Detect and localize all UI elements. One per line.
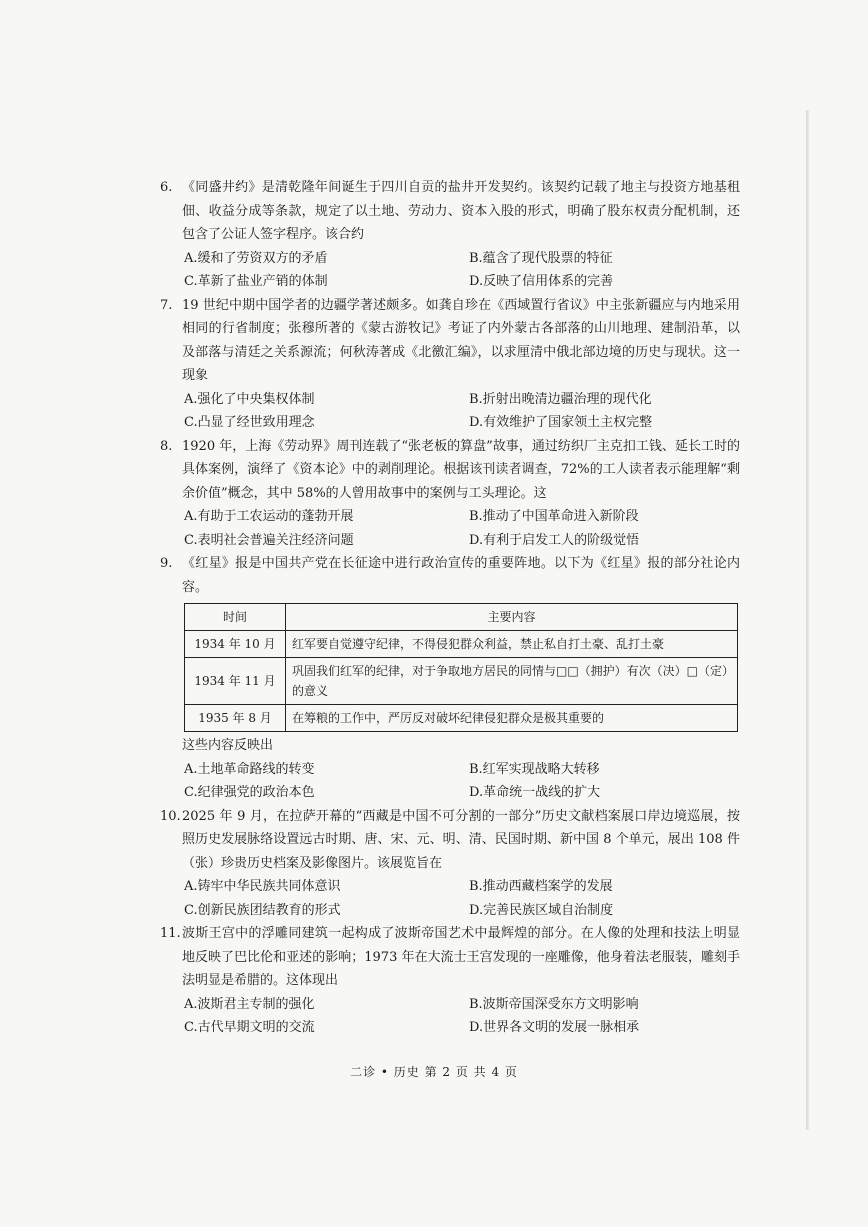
question-number: 7.: [160, 297, 173, 313]
option-d[interactable]: D.有利于启发工人的阶级觉悟: [469, 532, 640, 548]
question-8: [160, 435, 740, 506]
table-cell-time: 1934 年 10 月: [185, 631, 286, 658]
exam-page: [160, 176, 740, 1040]
options-10: [160, 875, 740, 922]
option-a[interactable]: A.有助于工农运动的蓬勃开展: [184, 509, 354, 524]
option-d[interactable]: D.革命统一战线的扩大: [469, 785, 601, 800]
option-b[interactable]: B.折射出晚清边疆治理的现代化: [469, 391, 652, 407]
table-cell-content: 巩固我们红军的纪律，对于争取地方居民的同情与□□（拥护）有次（决）□（定）的意义: [286, 658, 738, 705]
options-7: [160, 388, 740, 435]
question-11: [160, 922, 740, 993]
question-7: [160, 294, 740, 388]
option-a[interactable]: A.土地革命路线的转变: [184, 761, 315, 777]
option-a[interactable]: A.缓和了劳资双方的矛盾: [184, 250, 328, 266]
table-cell-time: 1935 年 8 月: [185, 705, 286, 732]
question-stem: 2025 年 9 月，在拉萨开幕的“西藏是中国不可分割的一部分”历史文献档案展口岸边境巡展，按照历史发展脉络设置远古时期、唐、宋、元、明、清、民国时期、新中国 8 个单元，展出 108 件（张）珍贵历史档案及影像图片。该展览旨在: [182, 808, 740, 871]
question-lead: 这些内容反映出: [182, 738, 274, 753]
option-b[interactable]: B.推动西藏档案学的发展: [469, 879, 613, 894]
option-c[interactable]: C.表明社会普遍关注经济问题: [184, 532, 354, 548]
option-d[interactable]: D.有效维护了国家领土主权完整: [469, 415, 653, 430]
option-b[interactable]: B.红军实现战略大转移: [469, 761, 600, 777]
question-number: 11.: [160, 926, 181, 941]
table-row: [185, 631, 738, 658]
question-stem: 1920 年，上海《劳动界》周刊连载了“张老板的算盘”故事，通过纺织厂主克扣工钱、延长工时的具体案例，演绎了《资本论》中的剥削理论。根据该刊读者调查，72%的工人读者表示能理解“剩余价值”概念，其中 58%的人曾用故事中的案例与工头理论。这: [182, 438, 740, 501]
page-footer: 二诊 • 历史 第 2 页 共 4 页: [350, 1065, 518, 1079]
question-number: 8.: [160, 438, 173, 454]
question-stem: 波斯王宫中的浮雕同建筑一起构成了波斯帝国艺术中最辉煌的部分。在人像的处理和技法上明显地反映了巴比伦和亚述的影响；1973 年在大流士王宫发现的一座雕像，他身着法老服装，雕刻手法明显是希腊的。这体现出: [182, 926, 740, 988]
options-9: [160, 758, 740, 805]
option-c[interactable]: C.创新民族团结教育的形式: [184, 902, 341, 918]
option-a[interactable]: A.铸牢中华民族共同体意识: [184, 879, 341, 894]
column-header-content: 主要内容: [286, 604, 738, 631]
option-c[interactable]: C.革新了盐业产销的体制: [184, 274, 328, 289]
option-d[interactable]: D.反映了信用体系的完善: [469, 274, 614, 289]
table-row: [185, 705, 738, 732]
question-9: [160, 552, 740, 732]
column-header-time: 时间: [185, 604, 286, 631]
option-c[interactable]: C.纪律强党的政治本色: [184, 785, 315, 800]
table-row: [185, 658, 738, 705]
option-a[interactable]: A.波斯君主专制的强化: [184, 996, 315, 1012]
question-stem: 《红星》报是中国共产党在长征途中进行政治宣传的重要阵地。以下为《红星》报的部分社论内容。: [182, 556, 740, 595]
question-stem: 《同盛井约》是清乾隆年间诞生于四川自贡的盐井开发契约。该契约记载了地主与投资方地基租佃、收益分成等条款，规定了以土地、劳动力、资本入股的形式，明确了股东权责分配机制，还包含了公证人签字程序。该合约: [182, 180, 740, 242]
option-b[interactable]: B.推动了中国革命进入新阶段: [469, 509, 639, 524]
option-d[interactable]: D.完善民族区域自治制度: [469, 902, 614, 918]
question-number: 6.: [160, 180, 173, 195]
option-c[interactable]: C.古代早期文明的交流: [184, 1020, 315, 1035]
editorial-table: [184, 603, 738, 732]
option-b[interactable]: B.蕴含了现代股票的特征: [469, 250, 613, 266]
question-6: [160, 176, 740, 247]
options-8: [160, 505, 740, 552]
table-cell-time: 1934 年 11 月: [185, 658, 286, 705]
option-d[interactable]: D.世界各文明的发展一脉相承: [469, 1020, 640, 1035]
option-a[interactable]: A.强化了中央集权体制: [184, 391, 315, 407]
question-10: [160, 805, 740, 876]
option-b[interactable]: B.波斯帝国深受东方文明影响: [469, 996, 639, 1012]
question-number: 9.: [160, 556, 173, 571]
option-c[interactable]: C.凸显了经世致用理念: [184, 415, 315, 430]
table-header-row: [185, 604, 738, 631]
scan-page-edge: [806, 110, 809, 1130]
table-cell-content: 红军要自觉遵守纪律，不得侵犯群众利益，禁止私自打土豪、乱打土豪: [286, 631, 738, 658]
table-cell-content: 在筹粮的工作中，严厉反对破坏纪律侵犯群众是极其重要的: [286, 705, 738, 732]
options-11: [160, 993, 740, 1040]
options-6: [160, 247, 740, 294]
question-number: 10.: [160, 808, 181, 824]
question-stem: 19 世纪中期中国学者的边疆学著述颇多。如龚自珍在《西域置行省议》中主张新疆应与内地采用相同的行省制度；张穆所著的《蒙古游牧记》考证了内外蒙古各部落的山川地理、建制沿革，以及部落与清廷之关系源流；何秋涛著成《北徼汇编》，以求厘清中俄北部边境的历史与现状。这一现象: [182, 297, 740, 383]
